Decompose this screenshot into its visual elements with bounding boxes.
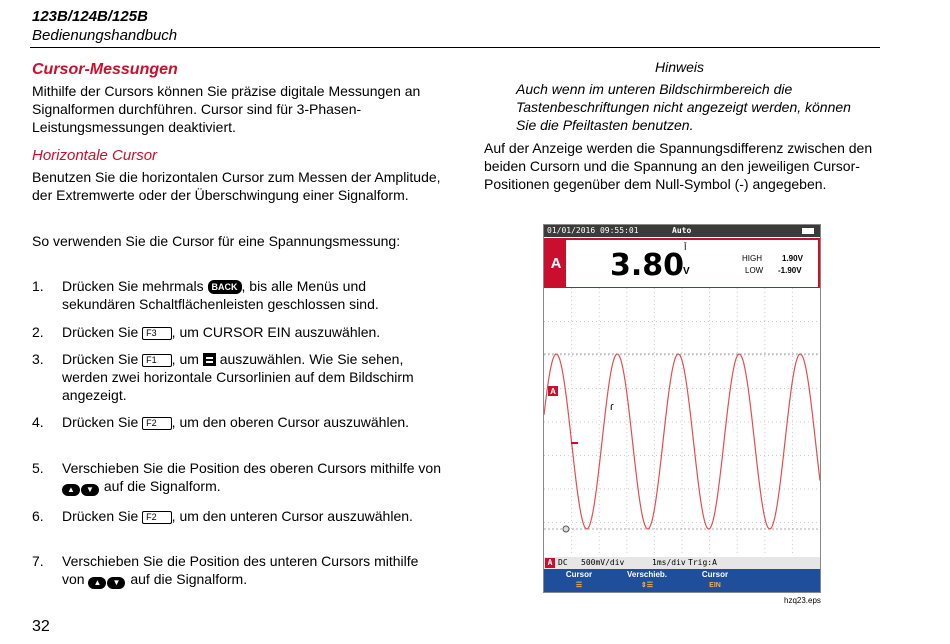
subsection-title: Horizontale Cursor	[32, 147, 158, 164]
zero-level-marker	[571, 442, 578, 444]
status-coupling: DC	[558, 558, 568, 567]
header-rule	[30, 47, 880, 48]
step-text: auf die Signalform.	[103, 478, 221, 494]
high-value: 1.90V	[782, 254, 803, 263]
low-value: -1.90V	[778, 266, 802, 275]
page-number: 32	[32, 618, 50, 635]
note-title: Hinweis	[655, 59, 705, 75]
step-text: auf die Signalform.	[130, 571, 248, 587]
step-text: Drücken Sie	[62, 351, 139, 367]
low-label: LOW	[745, 266, 764, 275]
howto-text: So verwenden Sie die Cursor für eine Spannungsmessung:	[32, 233, 401, 249]
scope-status-bar	[544, 557, 820, 569]
note-text: Auch wenn im unteren Bildschirmbereich die Tastenbeschriftungen nicht angezeigt werden, können Sie die Pfeiltasten benutzen.	[516, 81, 851, 133]
step-number: 5.	[32, 460, 44, 476]
step-number: 6.	[32, 508, 44, 524]
section-intro: Mithilfe der Cursors können Sie präzise digitale Messungen an Signalformen durchführen. Cursor sind für 3-Phasen-Leistungsmessungen deaktiviert.	[32, 83, 421, 135]
scope-datetime: 01/01/2016 09:55:01	[547, 226, 639, 235]
channel-a-label: A	[546, 240, 566, 287]
softkey-cursor[interactable]	[546, 569, 612, 592]
step-text: Verschieben Sie die Position des unteren Cursors mithilfe von	[62, 553, 419, 587]
f1-key-icon: F1	[142, 354, 172, 367]
cursor-delta-icon: Ī	[684, 242, 687, 252]
softkey-empty[interactable]	[750, 569, 816, 592]
scope-mode: Auto	[672, 226, 692, 235]
softkey-move[interactable]	[614, 569, 680, 592]
status-channel-a: A	[545, 558, 555, 568]
status-trigger: Trig:A	[688, 558, 717, 567]
trigger-marker-icon: ɾ	[610, 401, 614, 413]
up-down-arrow-keys-icon: ▲ ▼	[88, 571, 126, 589]
step-text: , um	[171, 351, 199, 367]
subsection-intro: Benutzen Sie die horizontalen Cursor zum Messen der Amplitude, der Extremwerte oder der Überschwingung einer Signalform.	[32, 169, 441, 203]
scope-main-reading: 3.80	[610, 248, 685, 283]
softkey-cursor-on[interactable]	[682, 569, 748, 592]
figure-caption: hzq23.eps	[784, 596, 821, 605]
scope-reading-panel	[544, 238, 820, 289]
step-text: , um den unteren Cursor auszuwählen.	[171, 508, 413, 524]
f3-key-icon: F3	[142, 327, 172, 340]
up-down-arrow-keys-icon: ▲ ▼	[62, 478, 100, 496]
step-text: , um den oberen Cursor auszuwählen.	[171, 414, 410, 430]
manual-model: 123B/124B/125B	[32, 8, 148, 25]
explanation-text: Auf der Anzeige werden die Spannungsdifferenz zwischen den beiden Cursorn und die Spannung an den jeweiligen Cursor-Positionen gegenüber dem Null-Symbol (-) angegeben.	[484, 140, 873, 192]
step-text: Verschieben Sie die Position des oberen Cursors mithilfe von	[62, 460, 441, 476]
step-text: Drücken Sie	[62, 324, 139, 340]
f2-key-icon: F2	[142, 417, 172, 430]
step-text: Drücken Sie mehrmals	[62, 278, 204, 294]
step-number: 7.	[32, 553, 44, 569]
softkey-label: Verschieb.	[626, 570, 668, 579]
manual-title: Bedienungshandbuch	[32, 27, 178, 44]
step-text: Drücken Sie	[62, 508, 139, 524]
status-time-div: 1ms/div	[652, 558, 686, 567]
softkey-menu-icon: ☰	[575, 582, 583, 589]
softkey-label: Cursor	[565, 570, 593, 579]
step-number: 2.	[32, 324, 44, 340]
channel-a-marker-label: A	[550, 387, 556, 396]
step-text: auszuwählen. Wie Sie sehen, werden zwei horizontale Cursorlinien auf dem Bildschirm angezeigt.	[62, 351, 414, 403]
softkey-label: Cursor	[701, 570, 729, 579]
step-number: 1.	[32, 278, 44, 294]
battery-icon	[802, 228, 814, 234]
step-number: 4.	[32, 414, 44, 430]
scope-reading-unit: V	[683, 266, 690, 277]
step-text: Drücken Sie	[62, 414, 139, 430]
f2-key-icon: F2	[142, 511, 172, 524]
scope-screen	[543, 224, 821, 593]
status-volts-div: 500mV/div	[581, 558, 625, 567]
step-text: , bis alle Menüs und sekundären Schaltflächenleisten geschlossen sind.	[62, 278, 379, 312]
step-number: 3.	[32, 351, 44, 367]
back-key-icon: BACK	[208, 280, 242, 294]
scope-softkey-bar	[544, 569, 820, 592]
softkey-updown-icon: ⇕☰	[640, 582, 654, 589]
step-text: , um CURSOR EIN auszuwählen.	[171, 324, 381, 340]
cursor-handle-icon[interactable]	[563, 526, 569, 532]
high-label: HIGH	[742, 254, 762, 263]
section-title: Cursor-Messungen	[32, 61, 178, 78]
softkey-sub-label: EIN	[709, 582, 721, 589]
scope-top-bar	[544, 225, 820, 237]
menu-icon	[203, 353, 216, 366]
scope-waveform-plot	[544, 288, 820, 556]
